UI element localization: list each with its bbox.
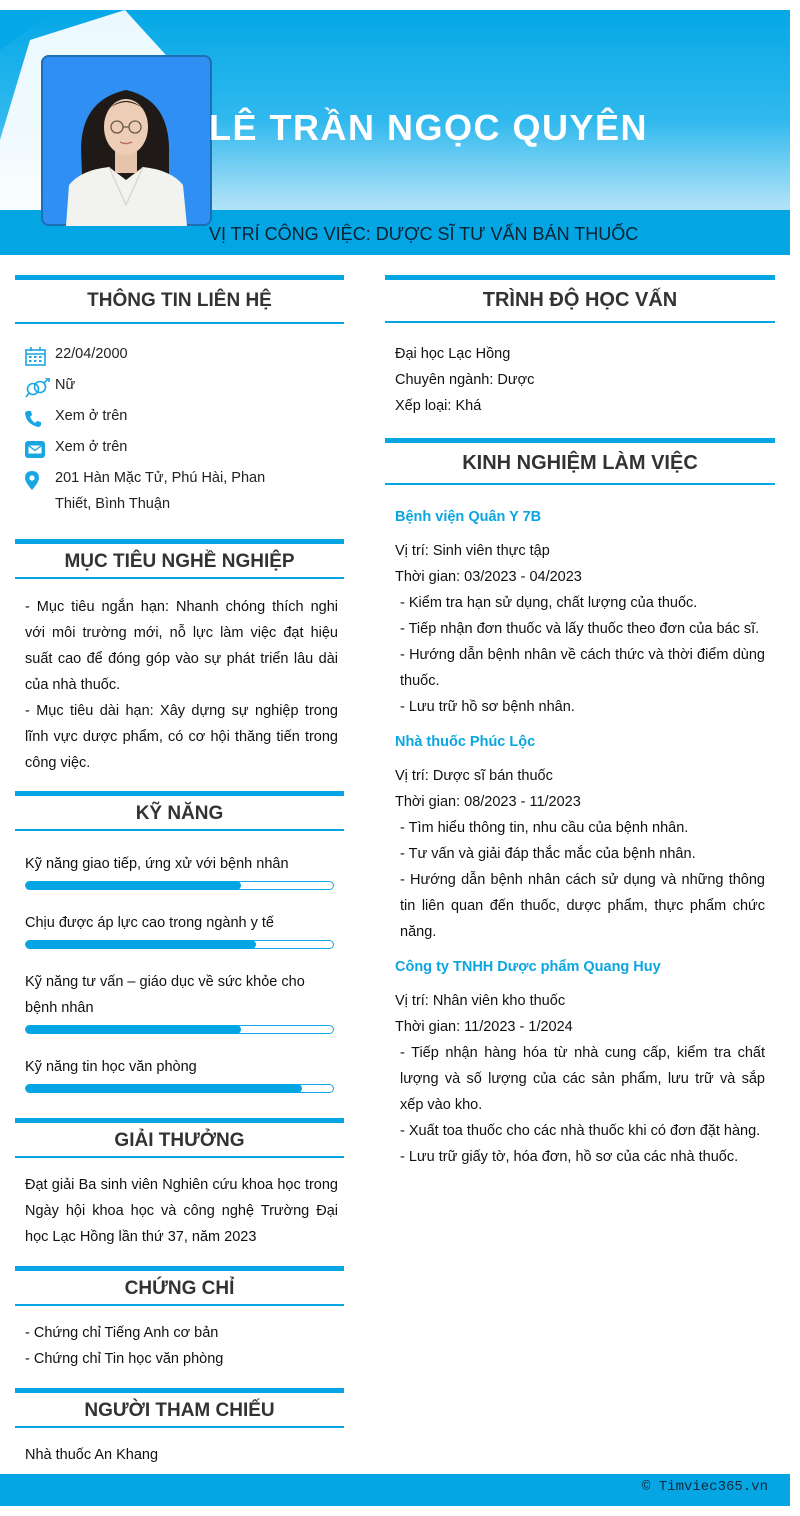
education-heading: TRÌNH ĐỘ HỌC VẤN xyxy=(385,275,775,323)
objective-section xyxy=(25,594,338,776)
experience-section xyxy=(395,504,765,1170)
awards-heading: GIẢI THƯỞNG xyxy=(15,1118,344,1158)
job-duty: - Tư vấn và giải đáp thắc mắc của bệnh nhân. xyxy=(400,846,696,862)
skill-bar xyxy=(25,881,334,890)
contact-heading: THÔNG TIN LIÊN HỆ xyxy=(15,275,344,324)
skill-bar-fill xyxy=(26,940,256,949)
contact-address xyxy=(15,465,344,517)
job-duty: - Lưu trữ giấy tờ, hóa đơn, hồ sơ của các nhà thuốc. xyxy=(400,1149,739,1165)
skill-item xyxy=(15,851,344,910)
awards-text: Đạt giải Ba sinh viên Nghiên cứu khoa học trong Ngày hội khoa học và công nghệ Trường Đại học Lạc Hồng lần thứ 37, năm 2023 xyxy=(25,1177,338,1245)
skill-bar xyxy=(25,1084,334,1093)
job-time: Thời gian: 08/2023 - 11/2023 xyxy=(395,794,581,810)
skill-item xyxy=(15,969,344,1054)
job-position: VỊ TRÍ CÔNG VIỆC: DƯỢC SĨ TƯ VẤN BÁN THUỐC xyxy=(209,224,639,244)
job-duty: - Hướng dẫn bệnh nhân về cách thức và thời điểm dùng thuốc. xyxy=(400,647,765,689)
footer-copyright: © Timviec365.vn xyxy=(641,1479,768,1495)
contact-section xyxy=(15,324,344,517)
references-heading: NGƯỜI THAM CHIẾU xyxy=(15,1388,344,1428)
birthday-text: 22/04/2000 xyxy=(55,346,128,362)
references-text: Nhà thuốc An Khang xyxy=(25,1447,159,1463)
gender-text: Nữ xyxy=(55,377,76,393)
skill-item xyxy=(15,910,344,969)
job-company: Công ty TNHH Dược phẩm Quang Huy xyxy=(395,959,661,975)
certificates-section xyxy=(25,1320,338,1372)
skills-heading: KỸ NĂNG xyxy=(15,791,344,831)
certificate-item: - Chứng chỉ Tiếng Anh cơ bản xyxy=(25,1325,219,1341)
job-duty: - Xuất toa thuốc cho các nhà thuốc khi có đơn đặt hàng. xyxy=(400,1123,761,1139)
job-role: Vị trí: Sinh viên thực tập xyxy=(395,543,550,559)
job-entry xyxy=(395,504,765,720)
objective-heading: MỤC TIÊU NGHỀ NGHIỆP xyxy=(15,539,344,579)
skill-label: Kỹ năng giao tiếp, ứng xử với bệnh nhân xyxy=(25,856,289,872)
contact-gender xyxy=(15,372,344,403)
job-duty: - Kiểm tra hạn sử dụng, chất lượng của thuốc. xyxy=(400,595,698,611)
skills-section xyxy=(15,851,344,1093)
certificate-item: - Chứng chỉ Tin học văn phòng xyxy=(25,1351,224,1367)
job-entry xyxy=(395,954,765,1170)
location-icon xyxy=(25,465,55,496)
job-duty: - Hướng dẫn bệnh nhân cách sử dụng và những thông tin liên quan đến thuốc, dược phẩm, thực phẩm chức năng. xyxy=(400,872,765,940)
phone-icon xyxy=(25,403,55,434)
calendar-icon xyxy=(25,341,55,372)
education-grade: Xếp loại: Khá xyxy=(395,398,482,414)
email-text: Xem ở trên xyxy=(55,439,128,455)
candidate-name: LÊ TRẦN NGỌC QUYÊN xyxy=(209,107,649,148)
education-section xyxy=(395,341,534,419)
left-column xyxy=(15,275,344,1463)
job-duty: - Lưu trữ hồ sơ bệnh nhân. xyxy=(400,699,575,715)
job-time: Thời gian: 11/2023 - 1/2024 xyxy=(395,1019,573,1035)
skill-bar-fill xyxy=(26,1084,302,1093)
skill-label: Kỹ năng tin học văn phòng xyxy=(25,1059,197,1075)
job-role: Vị trí: Nhân viên kho thuốc xyxy=(395,993,566,1009)
skill-bar xyxy=(25,1025,334,1034)
contact-phone xyxy=(15,403,344,434)
job-company: Bệnh viện Quân Y 7B xyxy=(395,509,542,525)
cv-header xyxy=(0,10,790,255)
cv-page xyxy=(0,10,790,1506)
skill-bar-fill xyxy=(26,881,241,890)
job-time: Thời gian: 03/2023 - 04/2023 xyxy=(395,569,582,585)
address-line-2: Thiết, Bình Thuận xyxy=(55,496,171,512)
education-major: Chuyên ngành: Dược xyxy=(395,372,535,388)
contact-birthday xyxy=(15,341,344,372)
job-role: Vị trí: Dược sĩ bán thuốc xyxy=(395,768,553,784)
address-line-1: 201 Hàn Mặc Tử, Phú Hài, Phan xyxy=(55,470,266,486)
job-duty: - Tiếp nhận đơn thuốc và lấy thuốc theo đơn của bác sĩ. xyxy=(400,621,760,637)
job-duty: - Tiếp nhận hàng hóa từ nhà cung cấp, kiểm tra chất lượng và số lượng của các sản phẩm, lưu trữ và sắp xếp vào kho. xyxy=(400,1045,765,1113)
experience-heading: KINH NGHIỆM LÀM VIỆC xyxy=(385,438,775,485)
job-entry xyxy=(395,729,765,945)
job-company: Nhà thuốc Phúc Lộc xyxy=(395,734,536,750)
gender-icon xyxy=(25,372,55,403)
skill-bar xyxy=(25,940,334,949)
certificates-heading: CHỨNG CHỈ xyxy=(15,1266,344,1306)
skill-label: Kỹ năng tư vấn – giáo dục về sức khỏe cho bệnh nhân xyxy=(25,974,305,1016)
avatar xyxy=(41,55,212,226)
skill-label: Chịu được áp lực cao trong ngành y tế xyxy=(25,915,274,931)
skill-bar-fill xyxy=(26,1025,241,1034)
job-duty: - Tìm hiểu thông tin, nhu cầu của bệnh nhân. xyxy=(400,820,689,836)
phone-text: Xem ở trên xyxy=(55,408,128,424)
education-school: Đại học Lạc Hồng xyxy=(395,346,511,362)
cv-footer xyxy=(0,1474,790,1506)
email-icon xyxy=(25,434,55,465)
objective-short-term: - Mục tiêu ngắn hạn: Nhanh chóng thích nghi với môi trường mới, nỗ lực làm việc đạt hiệu suất cao để đóng góp vào sự phát triển lâu dài của nhà thuốc. xyxy=(25,599,338,693)
contact-email xyxy=(15,434,344,465)
right-column xyxy=(385,275,775,1165)
skill-item xyxy=(15,1054,344,1093)
objective-long-term: - Mục tiêu dài hạn: Xây dựng sự nghiệp trong lĩnh vực dược phẩm, có cơ hội thăng tiến trong công việc. xyxy=(25,703,338,771)
